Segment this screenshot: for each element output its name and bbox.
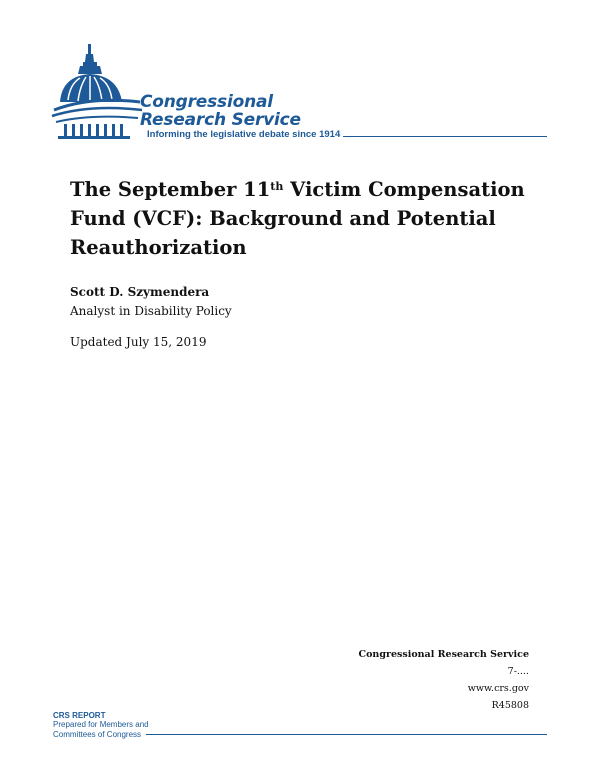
crs-logo <box>50 40 550 150</box>
title-part2: Victim Compensation Fund (VCF): Background and Potential Reauthorization <box>70 178 525 259</box>
report-number: R45808 <box>491 700 529 711</box>
contact-website[interactable]: www.crs.gov <box>467 683 529 694</box>
title-part1: The September 11 <box>70 178 271 201</box>
report-sub-line1: Prepared for Members and <box>53 720 149 729</box>
contact-block <box>359 646 529 714</box>
crs-report-subtitle <box>53 720 149 739</box>
tagline-divider <box>343 136 547 137</box>
org-tagline: Informing the legislative debate since 1914 <box>147 129 341 140</box>
title-superscript: th <box>270 180 284 193</box>
org-name-line1: Congressional <box>140 92 273 112</box>
author-name: Scott D. Szymendera <box>70 285 210 299</box>
crs-report-label: CRS REPORT <box>53 711 106 720</box>
contact-org: Congressional Research Service <box>358 649 529 660</box>
updated-date: Updated July 15, 2019 <box>70 335 207 349</box>
org-name-line2: Research Service <box>140 110 301 130</box>
report-title <box>70 175 540 262</box>
contact-phone: 7-.... <box>507 666 529 677</box>
footer-divider <box>146 734 547 735</box>
report-sub-line2: Committees of Congress <box>53 729 142 739</box>
author-role: Analyst in Disability Policy <box>70 304 232 318</box>
capitol-dome-icon <box>50 40 145 145</box>
